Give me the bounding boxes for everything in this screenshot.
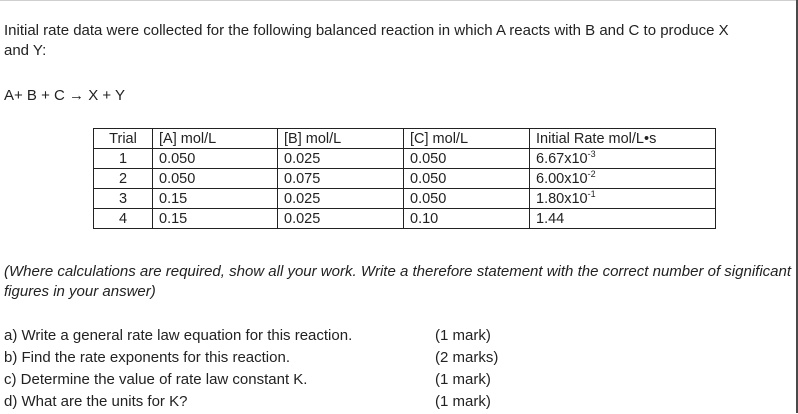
reaction-equation: A+ B + C → X + Y bbox=[4, 87, 126, 104]
cell-trial: 1 bbox=[94, 149, 153, 169]
table-header-row bbox=[94, 129, 716, 149]
header-b: [B] mol/L bbox=[278, 129, 404, 149]
question-marks: (1 mark) bbox=[435, 393, 491, 410]
cell-b: 0.025 bbox=[278, 189, 404, 209]
cell-a: 0.15 bbox=[153, 189, 278, 209]
cell-c: 0.050 bbox=[404, 149, 530, 169]
question-item bbox=[4, 392, 524, 414]
cell-trial: 2 bbox=[94, 169, 153, 189]
rate-base: 1.44 bbox=[536, 211, 565, 227]
cell-trial: 3 bbox=[94, 189, 153, 209]
cell-c: 0.050 bbox=[404, 189, 530, 209]
table-row bbox=[94, 149, 716, 169]
intro-paragraph: Initial rate data were collected for the following balanced reaction in which A reacts with B and C to produce X and Y: bbox=[4, 22, 729, 59]
header-trial: Trial bbox=[94, 129, 153, 149]
question-text: d) What are the units for K? bbox=[4, 393, 188, 410]
rate-exponent: -2 bbox=[587, 169, 596, 180]
rate-data-table bbox=[93, 128, 716, 229]
cell-rate bbox=[530, 149, 716, 169]
table-row bbox=[94, 169, 716, 189]
question-item bbox=[4, 370, 524, 392]
question-list bbox=[4, 326, 524, 414]
cell-a: 0.15 bbox=[153, 209, 278, 229]
table-row bbox=[94, 209, 716, 229]
cell-trial: 4 bbox=[94, 209, 153, 229]
rate-base: 1.80x10 bbox=[536, 191, 588, 207]
cell-rate bbox=[530, 189, 716, 209]
rate-base: 6.67x10 bbox=[536, 151, 588, 167]
cell-b: 0.075 bbox=[278, 169, 404, 189]
rate-base: 6.00x10 bbox=[536, 171, 588, 187]
question-text: a) Write a general rate law equation for this reaction. bbox=[4, 327, 353, 344]
instructions-note: (Where calculations are required, show all your work. Write a therefore statement with the correct number of significant figures in your answer) bbox=[4, 263, 792, 300]
question-item bbox=[4, 326, 524, 348]
question-item bbox=[4, 348, 524, 370]
question-text: c) Determine the value of rate law constant K. bbox=[4, 371, 308, 388]
cell-b: 0.025 bbox=[278, 149, 404, 169]
rate-exponent: -1 bbox=[587, 189, 596, 200]
question-text: b) Find the rate exponents for this reaction. bbox=[4, 349, 290, 366]
question-marks: (1 mark) bbox=[435, 327, 491, 344]
cell-c: 0.050 bbox=[404, 169, 530, 189]
header-c: [C] mol/L bbox=[404, 129, 530, 149]
table-row bbox=[94, 189, 716, 209]
cell-rate bbox=[530, 169, 716, 189]
cell-b: 0.025 bbox=[278, 209, 404, 229]
question-marks: (2 marks) bbox=[435, 349, 499, 366]
top-border bbox=[0, 0, 798, 1]
header-a: [A] mol/L bbox=[153, 129, 278, 149]
cell-a: 0.050 bbox=[153, 149, 278, 169]
cell-rate bbox=[530, 209, 716, 229]
rate-exponent: -3 bbox=[587, 149, 596, 160]
question-marks: (1 mark) bbox=[435, 371, 491, 388]
cell-a: 0.050 bbox=[153, 169, 278, 189]
cell-c: 0.10 bbox=[404, 209, 530, 229]
header-rate: Initial Rate mol/L•s bbox=[530, 129, 716, 149]
